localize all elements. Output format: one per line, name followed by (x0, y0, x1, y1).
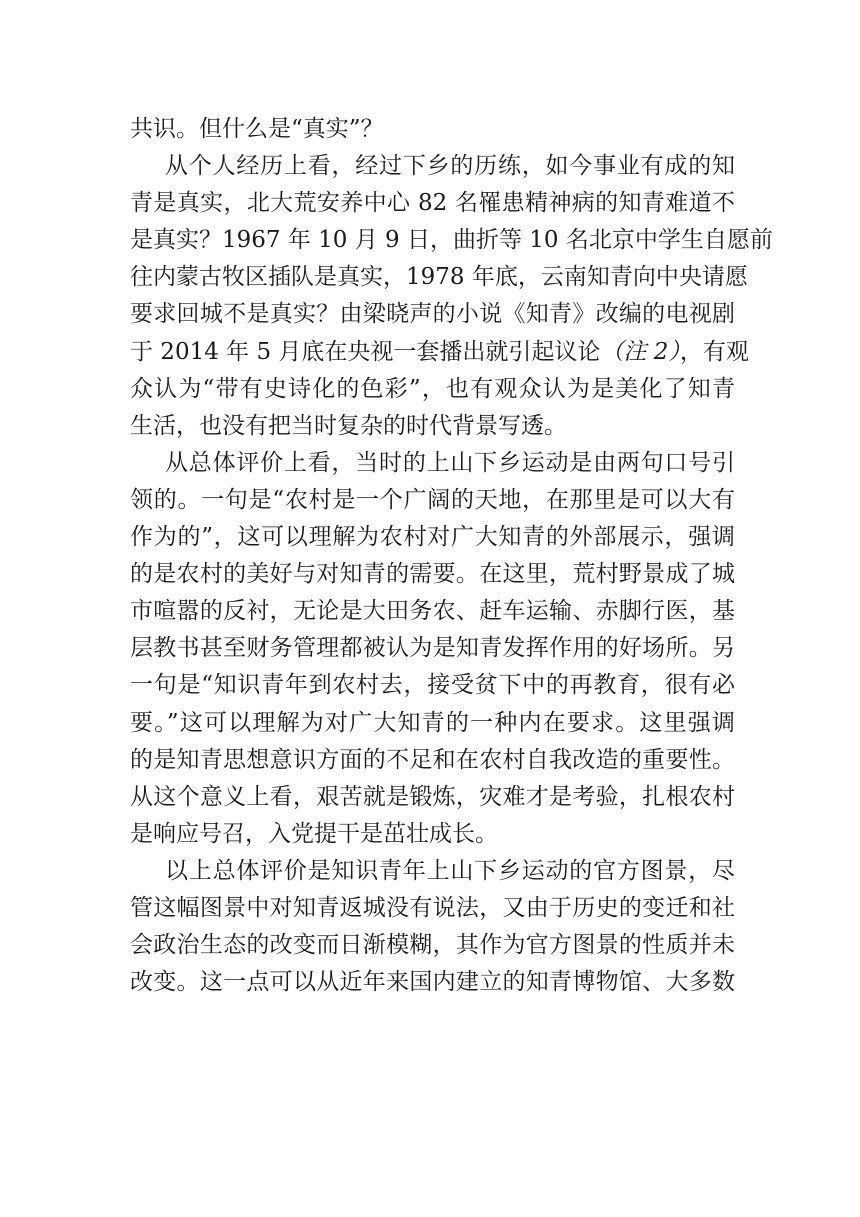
footnote-reference: （注 2） (600, 338, 680, 365)
text-line: 一句是“知识青年到农村去，接受贫下中的再教育，很有必 (130, 672, 735, 699)
text-line: 要。”这可以理解为对广大知青的一种内在要求。这里强调 (130, 709, 735, 736)
text-line: 改变。这一点可以从近年来国内建立的知青博物馆、大多数 (130, 969, 735, 996)
text-line: 领的。一句是“农村是一个广阔的天地，在那里是可以大有 (130, 486, 735, 513)
text-line: 的是农村的美好与对知青的需要。在这里，荒村野景成了城 (130, 561, 735, 588)
text-line: 从个人经历上看，经过下乡的历练，如今事业有成的知 (165, 153, 735, 180)
text-line: 青是真实，北大荒安养中心 82 名罹患精神病的知青难道不 (130, 190, 735, 217)
text-line: 共识。但什么是“真实”？ (130, 116, 384, 142)
text-line: 往内蒙古牧区插队是真实，1978 年底，云南知青向中央请愿 (130, 264, 748, 291)
text-line: 生活，也没有把当时复杂的时代背景写透。 (130, 412, 567, 439)
text-line: 众认为“带有史诗化的色彩”，也有观众认为是美化了知青 (130, 375, 735, 402)
paragraph (130, 853, 735, 1001)
text-line-with-note (130, 334, 749, 371)
text-line: 会政治生态的改变而日渐模糊，其作为官方图景的性质并未 (130, 932, 735, 959)
text-line: 是响应号召，入党提干是茁壮成长。 (130, 820, 498, 847)
text-segment: 于 2014 年 5 月底在央视一套播出就引起议论 (130, 338, 601, 365)
text-line: 从总体评价上看，当时的上山下乡运动是由两句口号引 (165, 449, 735, 476)
text-line: 以上总体评价是知识青年上山下乡运动的官方图景，尽 (165, 857, 735, 884)
text-segment: ，有观 (679, 338, 749, 365)
paragraph (130, 445, 735, 853)
text-line: 市喧嚣的反衬，无论是大田务农、赶车运输、赤脚行医，基 (130, 598, 735, 625)
paragraph (130, 148, 773, 445)
text-line: 层教书甚至财务管理都被认为是知青发挥作用的好场所。另 (130, 635, 735, 662)
text-line: 管这幅图景中对知青返城没有说法，又由于历史的变迁和社 (130, 894, 735, 921)
body-text (130, 111, 773, 1001)
text-line: 的是知青思想意识方面的不足和在农村自我改造的重要性。 (130, 746, 735, 773)
paragraph (130, 111, 735, 148)
text-line: 要求回城不是真实？由梁晓声的小说《知青》改编的电视剧 (130, 301, 735, 328)
text-line: 作为的”，这可以理解为农村对广大知青的外部展示，强调 (130, 524, 735, 551)
text-line: 从这个意义上看，艰苦就是锻炼，灾难才是考验，扎根农村 (130, 783, 735, 810)
text-line: 是真实？1967 年 10 月 9 日，曲折等 10 名北京中学生自愿前 (130, 227, 773, 254)
